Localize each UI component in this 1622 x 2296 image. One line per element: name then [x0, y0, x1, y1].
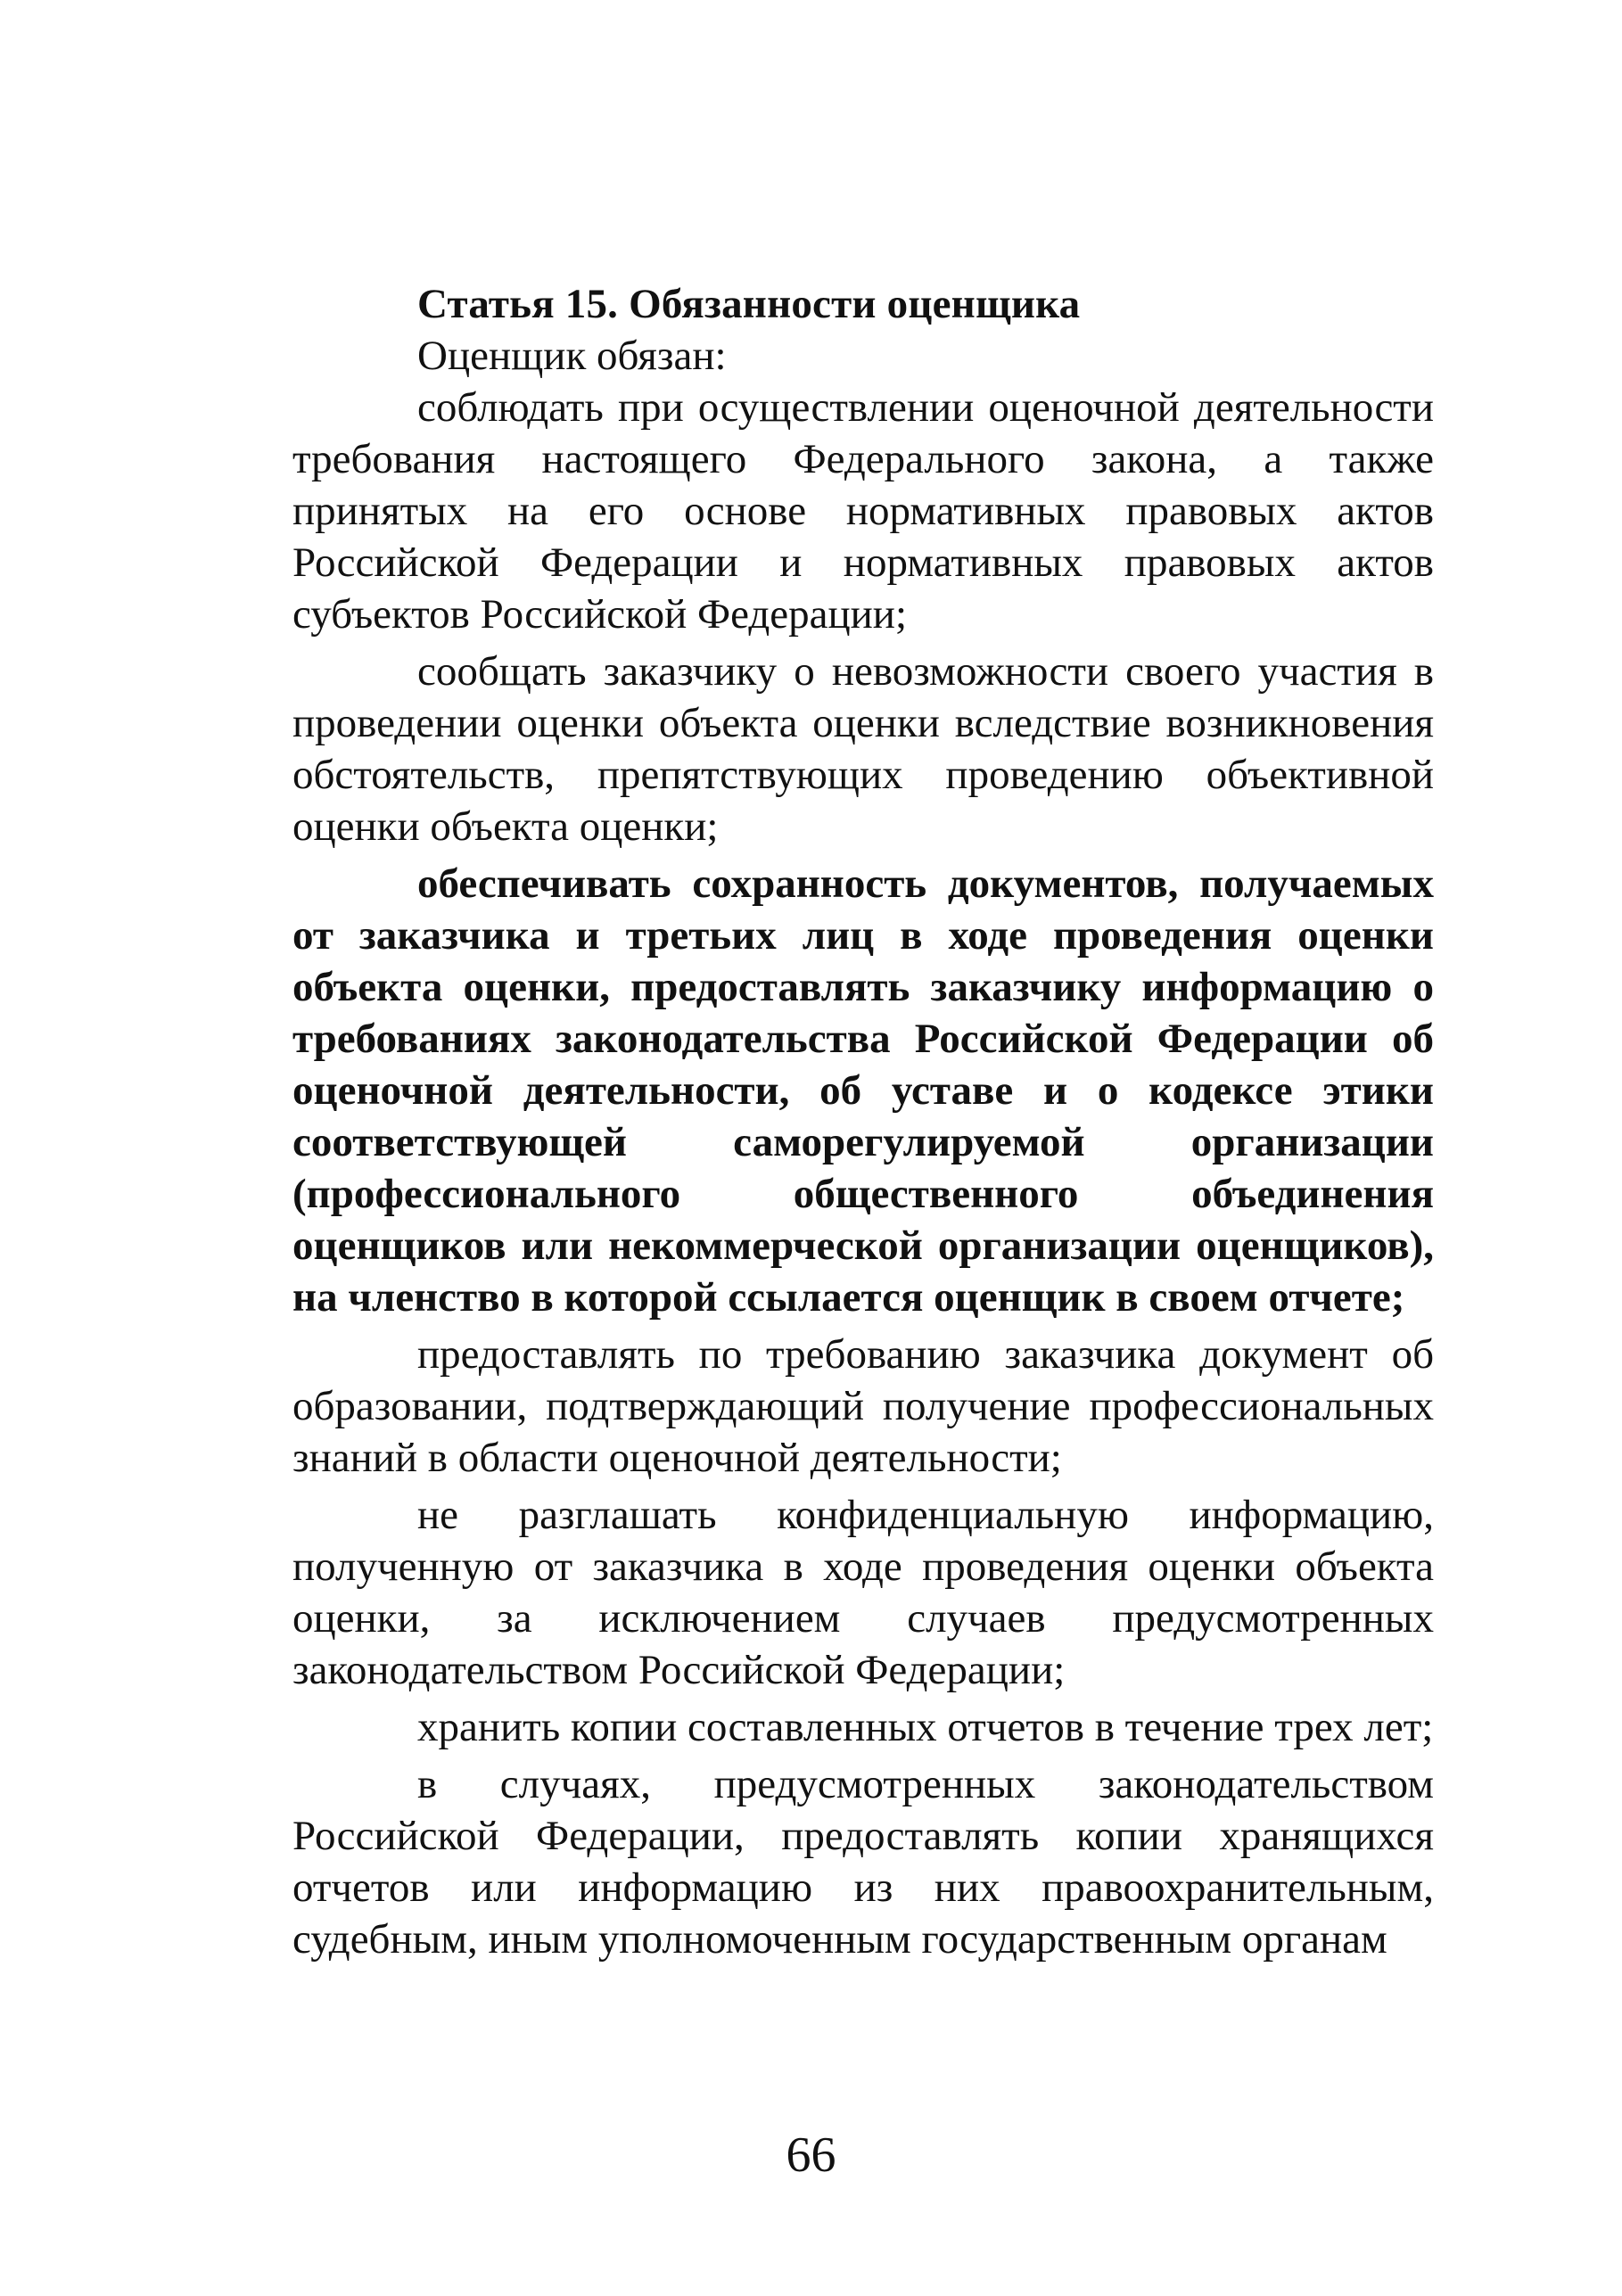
paragraph-5: не разглашать конфиденциальную информацию, полученную от заказчика в ходе проведения оценки объекта оценки, за исключением случаев предусмотренных законодательством Российской Федерации; — [292, 1492, 1434, 1693]
paragraph-3: обеспечивать сохранность документов, получаемых от заказчика и третьих лиц в ходе проведения оценки объекта оценки, предоставлять заказчику информацию о требованиях законодательства Российской Федерации об оценочной деятельности, об уставе и о кодексе этики соответствующей саморегулируемой организации (профессионального общественного объединения оценщиков или некоммерческой организации оценщиков), на членство в которой ссылается оценщик в своем отчете; — [292, 860, 1434, 1321]
paragraph-7: в случаях, предусмотренных законодательством Российской Федерации, предоставлять копии хранящихся отчетов или информацию из них правоохранительным, судебным, иным уполномоченным государственным органам — [292, 1761, 1434, 1963]
paragraph-6: хранить копии составленных отчетов в течение трех лет; — [417, 1704, 1434, 1750]
document-body — [292, 278, 1434, 1965]
paragraph-1: соблюдать при осуществлении оценочной деятельности требования настоящего Федерального закона, а также принятых на его основе нормативных правовых актов Российской Федерации и нормативных правовых актов субъектов Российской Федерации; — [292, 384, 1434, 638]
page-number: 66 — [786, 2127, 836, 2183]
article-heading: Статья 15. Обязанности оценщика — [417, 281, 1081, 327]
paragraph-4: предоставлять по требованию заказчика документ об образовании, подтверждающий получение профессиональных знаний в области оценочной деятельности; — [292, 1331, 1434, 1481]
paragraph-2: сообщать заказчику о невозможности своего участия в проведении оценки объекта оценки вследствие возникновения обстоятельств, препятствующих проведению объективной оценки объекта оценки; — [292, 648, 1434, 850]
article-intro: Оценщик обязан: — [417, 333, 727, 379]
